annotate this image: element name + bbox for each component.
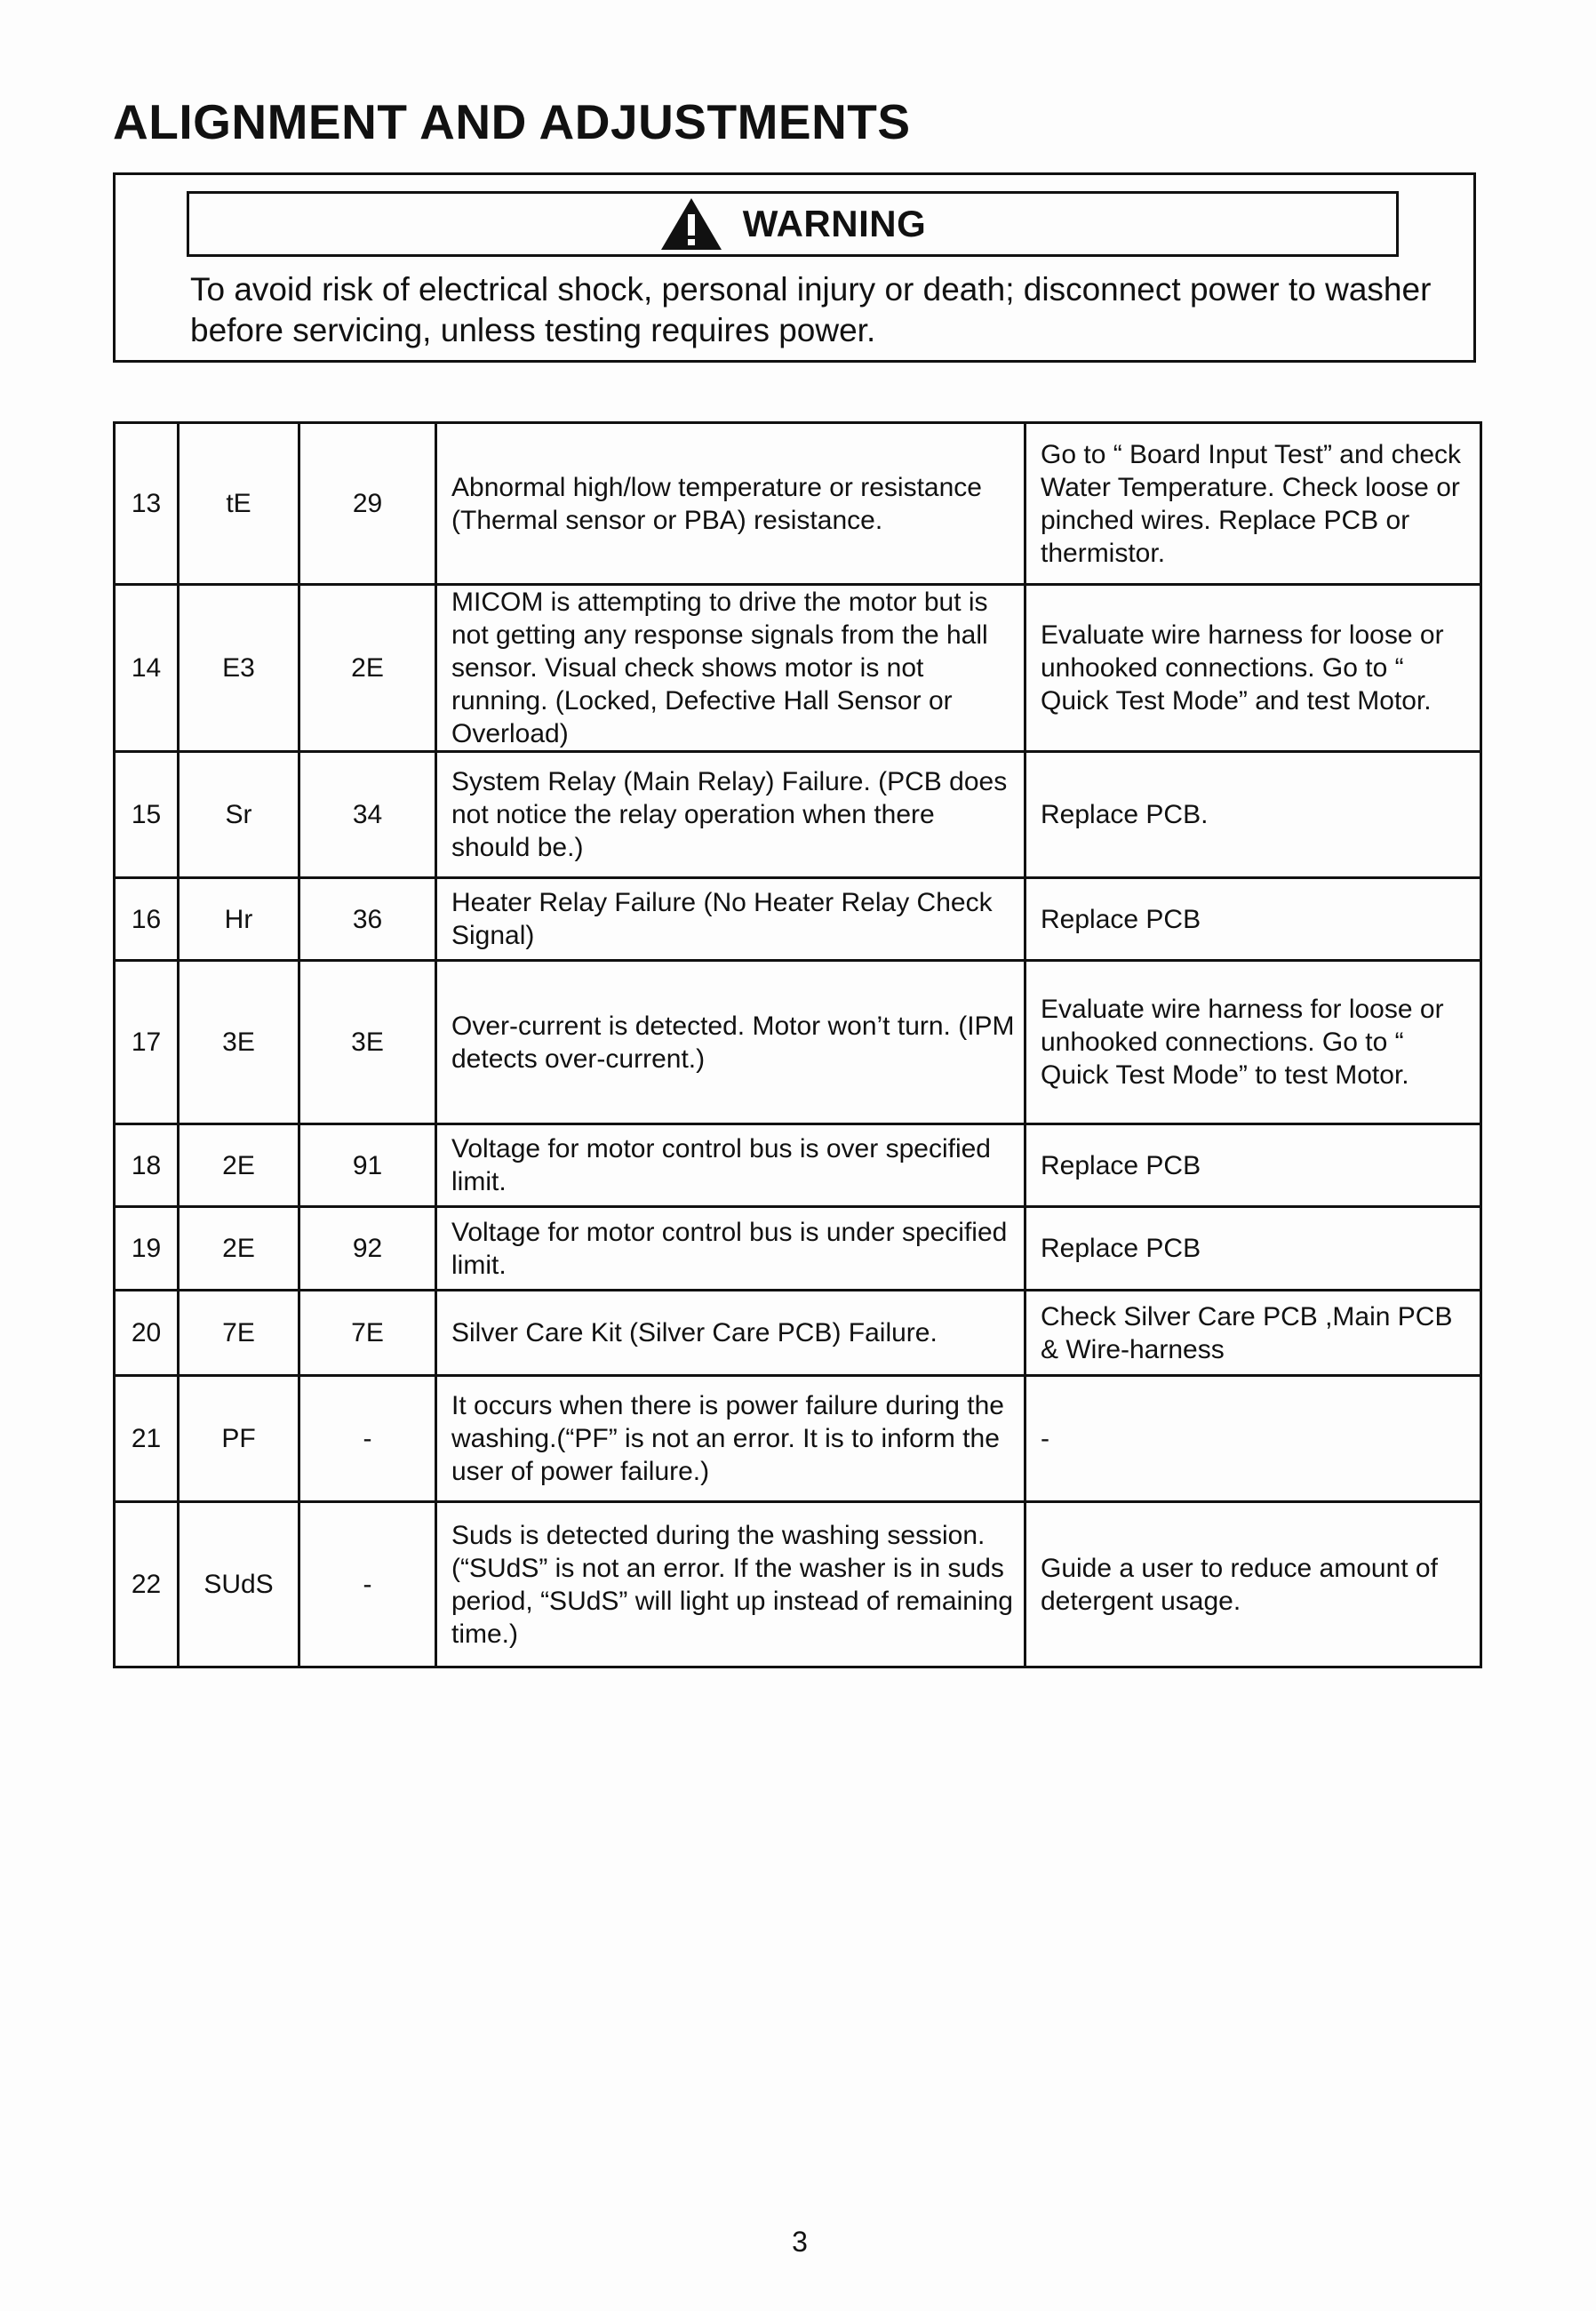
corrective-action: Go to “ Board Input Test” and check Water Temperature. Check loose or pinched wires. Replace PCB or thermistor.: [1025, 423, 1481, 585]
corrective-action: Evaluate wire harness for loose or unhooked connections. Go to “ Quick Test Mode” and test Motor.: [1025, 585, 1481, 752]
hex-code: 2E: [299, 585, 436, 752]
corrective-action: Guide a user to reduce amount of detergent usage.: [1025, 1502, 1481, 1667]
error-number: 19: [115, 1207, 179, 1291]
corrective-action: Check Silver Care PCB ,Main PCB & Wire-harness: [1025, 1291, 1481, 1376]
warning-box: [113, 172, 1476, 363]
warning-header: [187, 191, 1399, 257]
error-description: Voltage for motor control bus is under specified limit.: [436, 1207, 1025, 1291]
error-number: 16: [115, 878, 179, 961]
table-row: [115, 1124, 1481, 1207]
table-row: [115, 878, 1481, 961]
corrective-action: Evaluate wire harness for loose or unhooked connections. Go to “ Quick Test Mode” to test Motor.: [1025, 961, 1481, 1124]
table-row: [115, 752, 1481, 878]
table-row: [115, 961, 1481, 1124]
hex-code: 34: [299, 752, 436, 878]
error-number: 17: [115, 961, 179, 1124]
error-description: Voltage for motor control bus is over specified limit.: [436, 1124, 1025, 1207]
display-code: PF: [179, 1376, 299, 1502]
error-description: Over-current is detected. Motor won’t turn. (IPM detects over-current.): [436, 961, 1025, 1124]
display-code: 3E: [179, 961, 299, 1124]
error-description: Silver Care Kit (Silver Care PCB) Failure.: [436, 1291, 1025, 1376]
warning-triangle-icon: [659, 196, 723, 252]
warning-text: To avoid risk of electrical shock, personal injury or death; disconnect power to washer before servicing, unless testing requires power.: [190, 271, 1432, 348]
display-code: SUdS: [179, 1502, 299, 1667]
corrective-action: Replace PCB: [1025, 1124, 1481, 1207]
table-row: [115, 1291, 1481, 1376]
display-code: tE: [179, 423, 299, 585]
error-description: System Relay (Main Relay) Failure. (PCB does not notice the relay operation when there should be.): [436, 752, 1025, 878]
display-code: Sr: [179, 752, 299, 878]
display-code: E3: [179, 585, 299, 752]
table-row: [115, 423, 1481, 585]
error-number: 14: [115, 585, 179, 752]
hex-code: 36: [299, 878, 436, 961]
corrective-action: Replace PCB.: [1025, 752, 1481, 878]
error-number: 15: [115, 752, 179, 878]
error-description: Heater Relay Failure (No Heater Relay Check Signal): [436, 878, 1025, 961]
warning-title: WARNING: [742, 203, 927, 244]
hex-code: 29: [299, 423, 436, 585]
display-code: 7E: [179, 1291, 299, 1376]
table-row: [115, 585, 1481, 752]
error-description: Abnormal high/low temperature or resistance (Thermal sensor or PBA) resistance.: [436, 423, 1025, 585]
display-code: Hr: [179, 878, 299, 961]
corrective-action: Replace PCB: [1025, 1207, 1481, 1291]
table-row: [115, 1502, 1481, 1667]
hex-code: 91: [299, 1124, 436, 1207]
hex-code: 7E: [299, 1291, 436, 1376]
page-title: ALIGNMENT AND ADJUSTMENTS: [113, 94, 911, 149]
display-code: 2E: [179, 1124, 299, 1207]
corrective-action: Replace PCB: [1025, 878, 1481, 961]
hex-code: 92: [299, 1207, 436, 1291]
error-description: It occurs when there is power failure during the washing.(“PF” is not an error. It is to inform the user of power failure.): [436, 1376, 1025, 1502]
error-number: 18: [115, 1124, 179, 1207]
table-row: [115, 1376, 1481, 1502]
hex-code: -: [299, 1376, 436, 1502]
corrective-action: -: [1025, 1376, 1481, 1502]
hex-code: 3E: [299, 961, 436, 1124]
error-number: 21: [115, 1376, 179, 1502]
hex-code: -: [299, 1502, 436, 1667]
error-code-table: [113, 421, 1482, 1668]
error-number: 20: [115, 1291, 179, 1376]
error-description: MICOM is attempting to drive the motor but is not getting any response signals from the hall sensor. Visual check shows motor is not running. (Locked, Defective Hall Sensor or Overload): [436, 585, 1025, 752]
page-number: 3: [792, 2226, 808, 2258]
display-code: 2E: [179, 1207, 299, 1291]
error-description: Suds is detected during the washing session. (“SUdS” is not an error. If the washer is in suds period, “SUdS” will light up instead of remaining time.): [436, 1502, 1025, 1667]
error-number: 13: [115, 423, 179, 585]
error-number: 22: [115, 1502, 179, 1667]
table-row: [115, 1207, 1481, 1291]
